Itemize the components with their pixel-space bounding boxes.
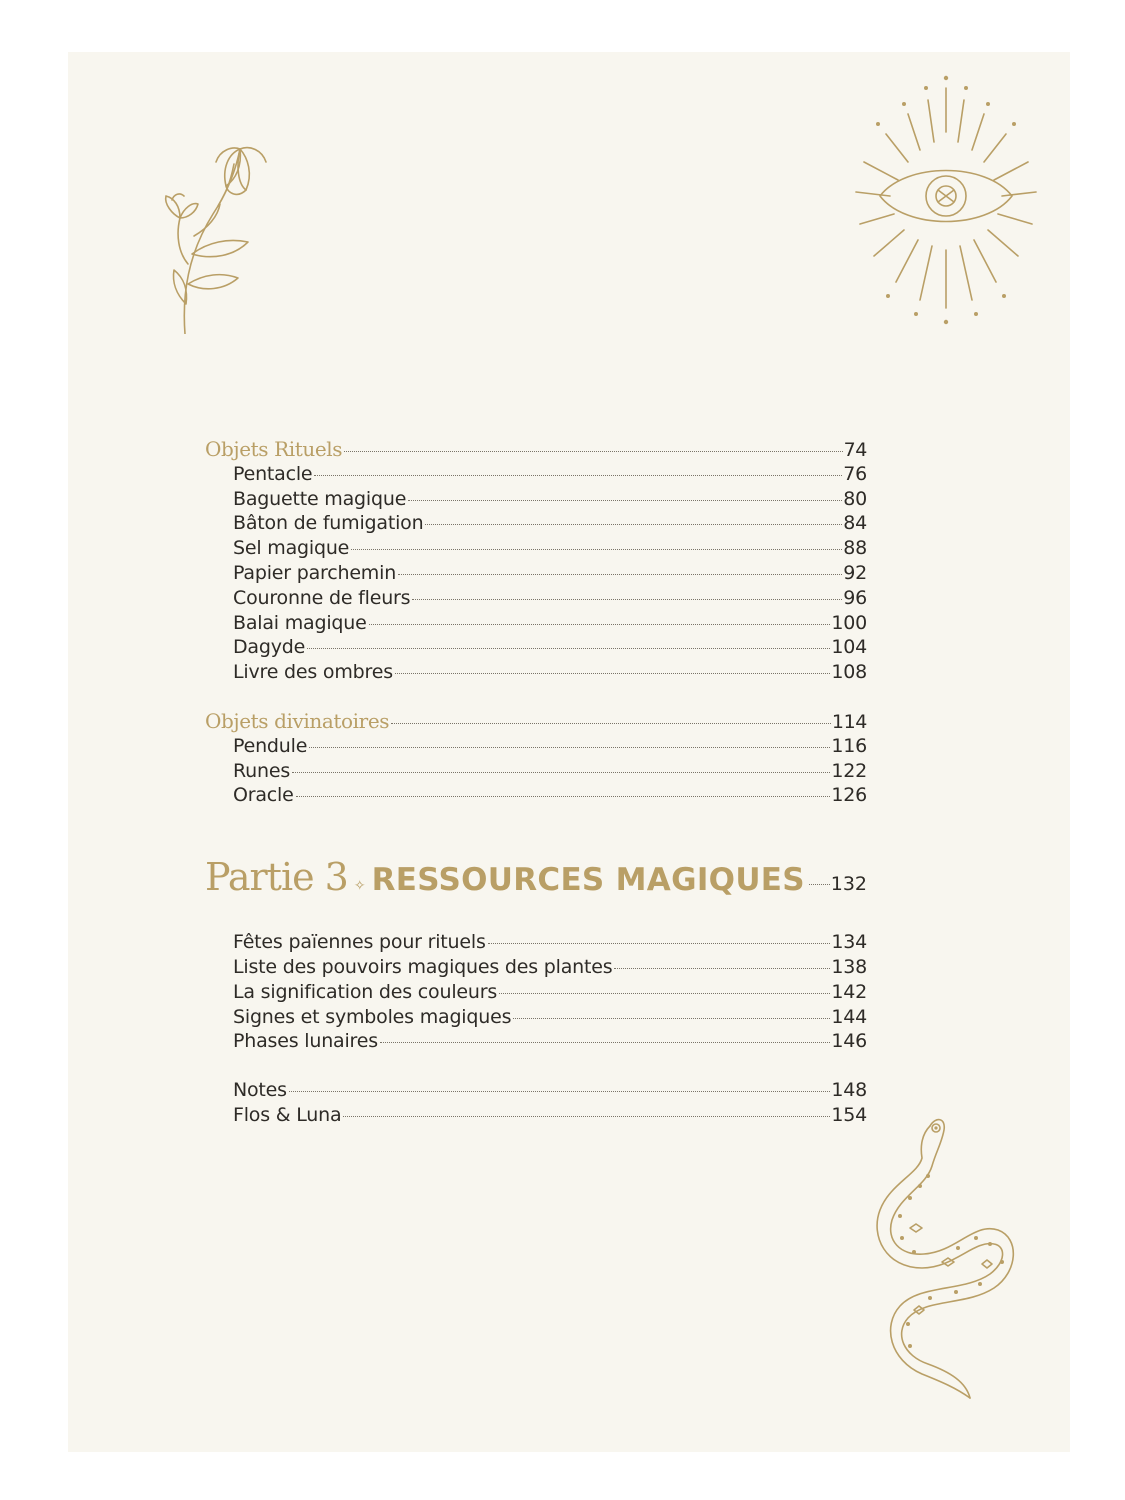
dot-leader (408, 500, 842, 501)
toc-entry-flos-luna[interactable] (205, 1103, 867, 1128)
toc-page-number: 154 (831, 1103, 867, 1126)
toc-section-title: Objets divinatoires (205, 708, 390, 733)
dot-leader (369, 624, 831, 625)
dot-leader (289, 1091, 830, 1092)
toc-section-objets-divinatoires[interactable] (205, 709, 867, 734)
toc-entry[interactable] (205, 635, 867, 660)
toc-entry-label: Baguette magique (233, 487, 407, 510)
dot-leader (513, 1018, 830, 1019)
toc-entry-label: Bâton de fumigation (233, 512, 424, 535)
toc-entry-label: Liste des pouvoirs magiques des plantes (233, 955, 613, 978)
spacer (205, 1054, 867, 1078)
toc-entry[interactable] (205, 611, 867, 636)
toc-entry[interactable] (205, 930, 867, 955)
toc-entry-label: La signification des couleurs (233, 980, 498, 1003)
toc-page-number: 104 (831, 636, 867, 659)
toc-entry[interactable] (205, 660, 867, 685)
table-of-contents (205, 437, 867, 1128)
dot-leader (314, 475, 842, 476)
toc-entry-label: Fêtes païennes pour rituels (233, 931, 486, 954)
toc-page-number: 144 (831, 1005, 867, 1028)
part-number: Partie 3 (205, 855, 348, 900)
dot-leader (296, 796, 831, 797)
spacer (205, 906, 867, 930)
spacer (205, 808, 867, 848)
toc-page-number: 108 (831, 661, 867, 684)
toc-page-number: 122 (831, 759, 867, 782)
flower-branch-icon (158, 144, 270, 334)
toc-entry-label: Notes (233, 1079, 287, 1102)
toc-entry[interactable] (205, 561, 867, 586)
dot-leader (412, 599, 842, 600)
toc-entry[interactable] (205, 980, 867, 1005)
toc-entry-label: Pendule (233, 734, 308, 757)
toc-page-number: 116 (831, 734, 867, 757)
toc-entry-notes[interactable] (205, 1078, 867, 1103)
toc-entry-label: Balai magique (233, 611, 367, 634)
part-title: RESSOURCES MAGIQUES (371, 862, 805, 899)
toc-entry-label: Flos & Luna (233, 1103, 342, 1126)
toc-entry[interactable] (205, 783, 867, 808)
dot-leader (351, 549, 842, 550)
dot-leader (344, 451, 842, 452)
dot-leader (380, 1042, 830, 1043)
toc-page-number: 126 (831, 784, 867, 807)
toc-page-number: 88 (843, 537, 867, 560)
toc-entry[interactable] (205, 586, 867, 611)
toc-entry-label: Phases lunaires (233, 1030, 378, 1053)
toc-page-number: 84 (843, 512, 867, 535)
dot-leader (398, 574, 842, 575)
toc-entry-label: Dagyde (233, 636, 306, 659)
toc-entry-label: Couronne de fleurs (233, 586, 411, 609)
sparkle-icon: ✧ (353, 878, 366, 895)
toc-entry[interactable] (205, 536, 867, 561)
dot-leader (488, 943, 831, 944)
toc-page-number: 96 (843, 586, 867, 609)
dot-leader (614, 968, 830, 969)
toc-entry[interactable] (205, 759, 867, 784)
dot-leader (499, 993, 830, 994)
toc-page-number: 76 (843, 462, 867, 485)
toc-entry-label: Sel magique (233, 537, 350, 560)
toc-entry-label: Papier parchemin (233, 561, 397, 584)
toc-page-number: 92 (843, 561, 867, 584)
toc-page-number: 142 (831, 980, 867, 1003)
toc-section-objets-rituels[interactable] (205, 437, 867, 462)
snake-icon (870, 1112, 1020, 1402)
toc-page-number: 74 (843, 439, 867, 461)
toc-page-number: 148 (831, 1079, 867, 1102)
toc-page-number: 132 (830, 873, 867, 896)
toc-entry-label: Oracle (233, 784, 294, 807)
dot-leader (292, 772, 830, 773)
dot-leader (425, 524, 842, 525)
dot-leader (309, 747, 830, 748)
toc-page-number: 134 (831, 931, 867, 954)
toc-entry[interactable] (205, 955, 867, 980)
dot-leader (395, 673, 830, 674)
dot-leader (809, 884, 830, 885)
toc-entry[interactable] (205, 1005, 867, 1030)
toc-page-number: 100 (831, 611, 867, 634)
toc-entry[interactable] (205, 734, 867, 759)
spacer (205, 685, 867, 709)
toc-entry[interactable] (205, 487, 867, 512)
book-page (68, 52, 1070, 1452)
toc-entry[interactable] (205, 1029, 867, 1054)
toc-entry-label: Pentacle (233, 462, 313, 485)
toc-page-number: 114 (831, 710, 867, 733)
toc-part-heading[interactable] (205, 848, 867, 906)
dot-leader (391, 723, 831, 724)
toc-entry-label: Runes (233, 759, 291, 782)
toc-section-title: Objets Rituels (205, 437, 343, 461)
toc-entry[interactable] (205, 462, 867, 487)
radiant-eye-icon (846, 70, 1046, 340)
toc-entry-label: Livre des ombres (233, 661, 393, 684)
toc-entry[interactable] (205, 511, 867, 536)
toc-entry-label: Signes et symboles magiques (233, 1005, 512, 1028)
toc-page-number: 80 (843, 487, 867, 510)
toc-page-number: 138 (831, 955, 867, 978)
dot-leader (343, 1116, 830, 1117)
dot-leader (307, 648, 830, 649)
toc-page-number: 146 (831, 1030, 867, 1053)
